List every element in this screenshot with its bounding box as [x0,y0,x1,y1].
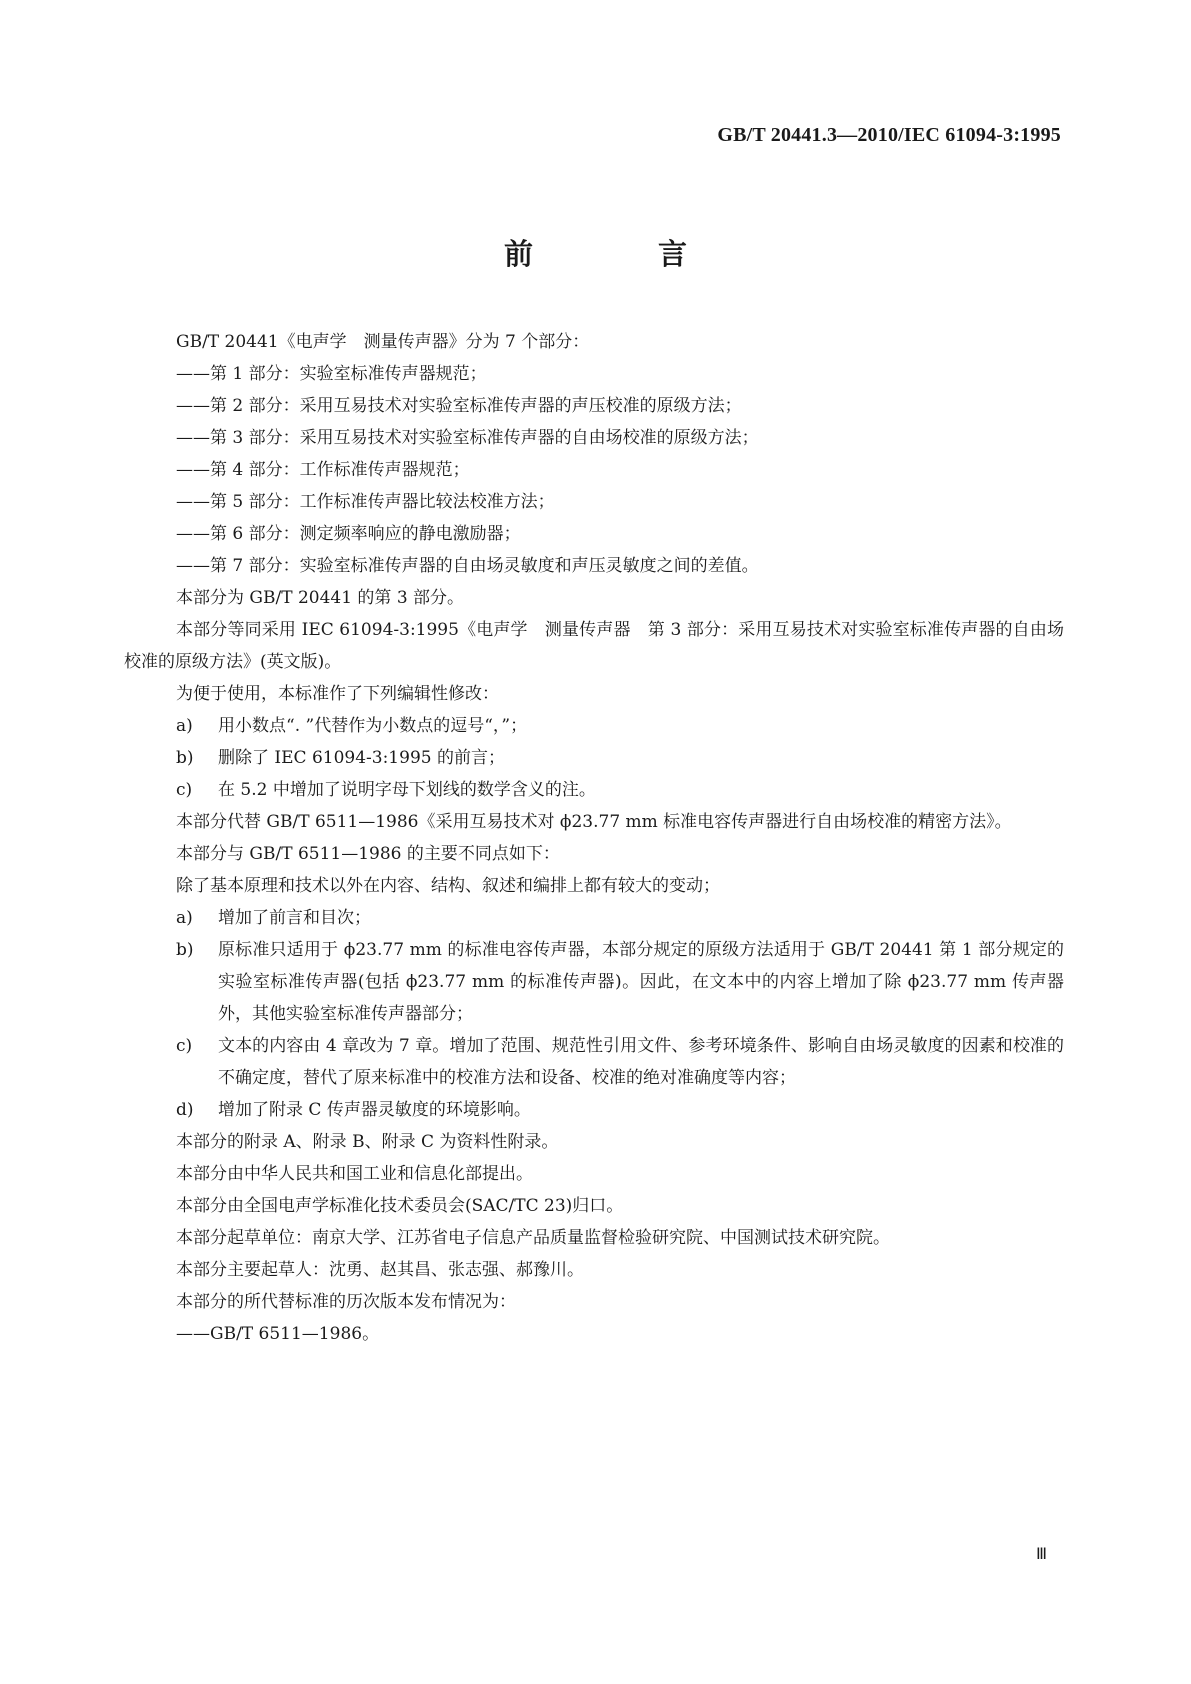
page-number: Ⅲ [1036,1546,1048,1563]
list-item-diff-b [124,934,1064,1030]
list-item-diff-d [124,1094,1064,1126]
list-item-edit-a [124,710,1064,742]
list-marker: c) [176,1036,193,1056]
list-text: 用小数点“. ”代替作为小数点的逗号“，”； [218,716,528,736]
paragraph-series-intro: GB/T 20441《电声学 测量传声器》分为 7 个部分： [176,332,590,352]
list-marker: c) [176,780,193,800]
list-marker: a) [176,716,193,736]
list-marker: b) [176,940,194,960]
paragraph-equivalence: 本部分等同采用 IEC 61094-3:1995《电声学 测量传声器 第 3 部分：采用互易技术对实验室标准传声器的自由场校准的原级方法》(英文版)。 [124,620,1064,672]
list-item-part-5: ——第 5 部分：工作标准传声器比较法校准方法； [176,492,555,512]
paragraph-part-statement: 本部分为 GB/T 20441 的第 3 部分。 [176,588,465,608]
paragraph-administered-by: 本部分由全国电声学标准化技术委员会(SAC/TC 23)归口。 [176,1196,624,1216]
list-marker: a) [176,908,193,928]
page-title: 前 言 [503,237,735,271]
list-item-diff-a [124,902,1064,934]
paragraph-drafters: 本部分主要起草人：沈勇、赵其昌、张志强、郝豫川。 [176,1260,584,1280]
list-item-part-2: ——第 2 部分：采用互易技术对实验室标准传声器的声压校准的原级方法； [176,396,742,416]
paragraph-differences-intro: 本部分与 GB/T 6511—1986 的主要不同点如下： [176,844,560,864]
list-marker: d) [176,1100,194,1120]
list-text: 原标准只适用于 ϕ23.77 mm 的标准电容传声器，本部分规定的原级方法适用于 GB/T 20441 第 1 部分规定的实验室标准传声器(包括 ϕ23.77 mm 的标准传声器)。因此，在文本中的内容上增加了除 ϕ23.77 mm 传声器外，其他实验室标准传声器部分； [218,940,1064,1024]
paragraph-differences-general: 除了基本原理和技术以外在内容、结构、叙述和编排上都有较大的变动； [176,876,720,896]
list-item-edit-b [124,742,1064,774]
list-text: 文本的内容由 4 章改为 7 章。增加了范围、规范性引用文件、参考环境条件、影响自由场灵敏度的因素和校准的不确定度，替代了原来标准中的校准方法和设备、校准的绝对准确度等内容； [218,1036,1064,1088]
list-item-history: ——GB/T 6511—1986。 [176,1324,380,1344]
list-text: 在 5.2 中增加了说明字母下划线的数学含义的注。 [218,780,596,800]
paragraph-drafting-units: 本部分起草单位：南京大学、江苏省电子信息产品质量监督检验研究院、中国测试技术研究院。 [176,1228,890,1248]
paragraph-replaces: 本部分代替 GB/T 6511—1986《采用互易技术对 ϕ23.77 mm 标准电容传声器进行自由场校准的精密方法》。 [176,812,1012,832]
list-item-edit-c [124,774,1064,806]
preface-body [124,326,1064,1350]
list-item-diff-c [124,1030,1064,1094]
paragraph-history-intro: 本部分的所代替标准的历次版本发布情况为： [176,1292,516,1312]
standard-number-header: GB/T 20441.3—2010/IEC 61094-3:1995 [717,124,1061,146]
list-text: 删除了 IEC 61094-3:1995 的前言； [218,748,505,768]
list-text: 增加了附录 C 传声器灵敏度的环境影响。 [218,1100,531,1120]
list-item-part-3: ——第 3 部分：采用互易技术对实验室标准传声器的自由场校准的原级方法； [176,428,759,448]
paragraph-proposed-by: 本部分由中华人民共和国工业和信息化部提出。 [176,1164,533,1184]
list-text: 增加了前言和目次； [218,908,371,928]
list-item-part-4: ——第 4 部分：工作标准传声器规范； [176,460,470,480]
paragraph-annexes: 本部分的附录 A、附录 B、附录 C 为资料性附录。 [176,1132,559,1152]
list-item-part-7: ——第 7 部分：实验室标准传声器的自由场灵敏度和声压灵敏度之间的差值。 [176,556,759,576]
paragraph-edits-intro: 为便于使用，本标准作了下列编辑性修改： [176,684,499,704]
list-item-part-1: ——第 1 部分：实验室标准传声器规范； [176,364,487,384]
list-item-part-6: ——第 6 部分：测定频率响应的静电激励器； [176,524,521,544]
list-marker: b) [176,748,194,768]
